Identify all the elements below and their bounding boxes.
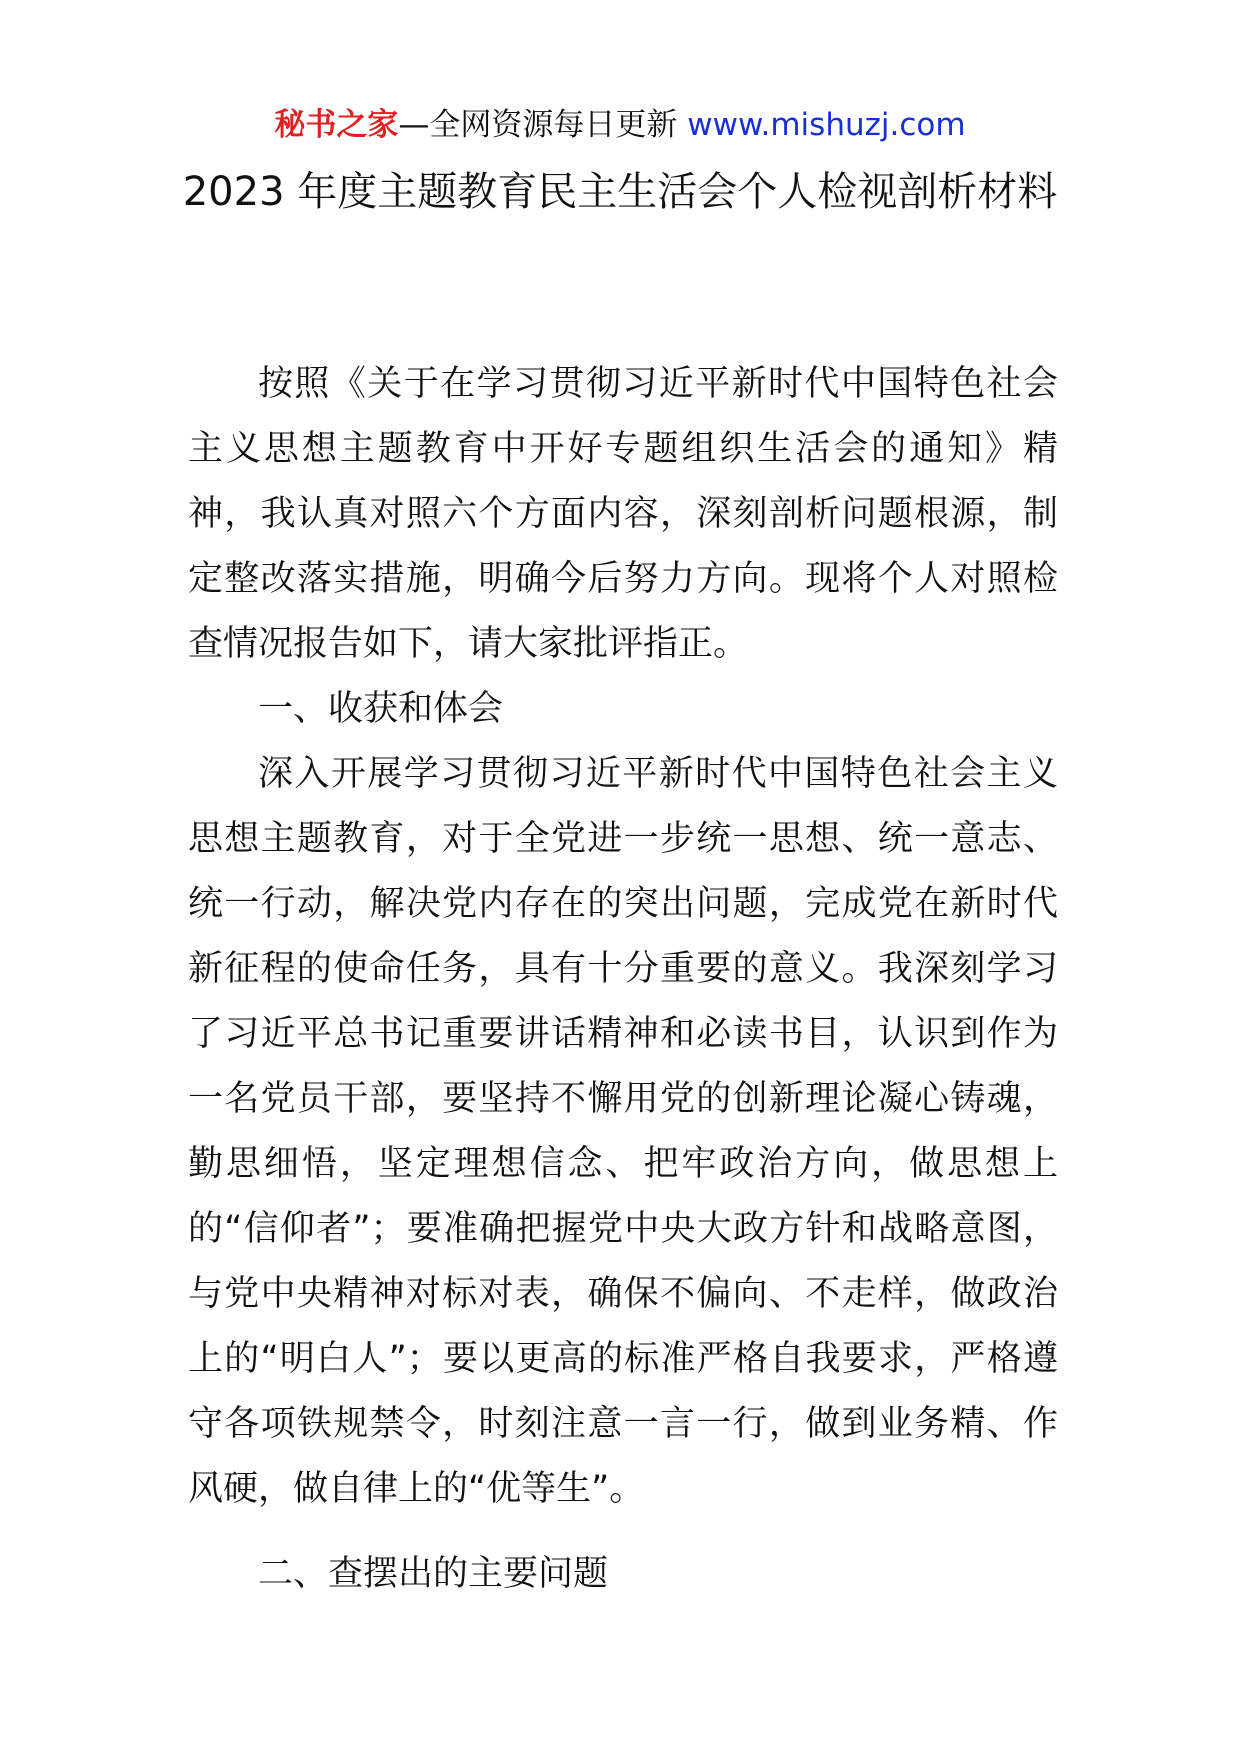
- paragraph-section-1: 深入开展学习贯彻习近平新时代中国特色社会主义思想主题教育，对于全党进一步统一思想、统一意志、统一行动，解决党内存在的突出问题，完成党在新时代新征程的使命任务，具有十分重要的意义。我深刻学习了习近平总书记重要讲话精神和必读书目，认识到作为一名党员干部，要坚持不懈用党的创新理论凝心铸魂，勤思细悟，坚定理想信念、把牢政治方向，做思想上的“信仰者”；要准确把握党中央大政方针和战略意图，与党中央精神对标对表，确保不偏向、不走样，做政治上的“明白人”；要以更高的标准严格自我要求，严格遵守各项铁规禁令，时刻注意一言一行，做到业务精、作风硬，做自律上的“优等生”。: [188, 754, 1058, 1509]
- document-title: 2023 年度主题教育民主生活会个人检视剖析材料: [182, 169, 1058, 215]
- paragraph-intro: 按照《关于在学习贯彻习近平新时代中国特色社会主义思想主题教育中开好专题组织生活会的通知》精神，我认真对照六个方面内容，深刻剖析问题根源，制定整改落实措施，明确今后努力方向。现将个人对照检查情况报告如下，请大家批评指正。: [188, 364, 1058, 664]
- site-header: [0, 100, 1240, 150]
- document-body: [188, 352, 1058, 1607]
- site-url-link[interactable]: www.mishuzj.com: [687, 107, 966, 143]
- section-heading-2: 二、查摆出的主要问题: [258, 1554, 609, 1594]
- header-tagline: —全网资源每日更新: [398, 107, 678, 143]
- section-heading-1: 一、收获和体会: [258, 689, 504, 729]
- brand-name: 秘书之家: [274, 107, 399, 143]
